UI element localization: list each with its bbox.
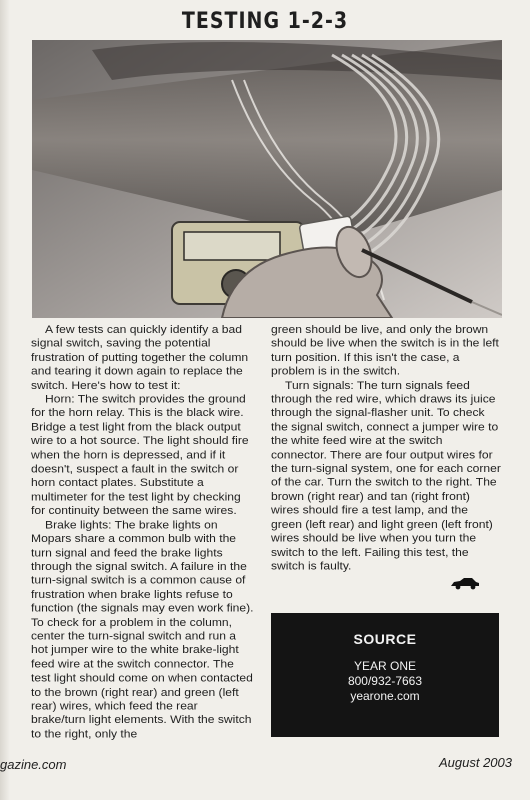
source-phone: 800/932-7663 xyxy=(347,674,423,688)
footer-date: August 2003 xyxy=(438,755,512,770)
source-box xyxy=(271,613,499,737)
article-paragraph: Horn: The switch provides the ground for the horn relay. This is the black wire. Bridge a test light from the black output wire to a hot source. The light should fire when the horn is depressed, and if it doesn't, suspect a fault in the switch or horn contact plates. Substitute a multimeter for the test light by checking for continuity between the same wires. xyxy=(31,392,249,517)
source-company: YEAR ONE xyxy=(353,659,416,673)
page-title: TESTING 1-2-3 xyxy=(181,8,349,34)
source-website: yearone.com xyxy=(350,689,420,703)
article-paragraph: green should be live, and only the brown should be live when the switch is in the left turn position. If this isn't the case, a problem is in the switch. xyxy=(271,323,499,378)
source-title: SOURCE xyxy=(353,631,417,647)
article-photo xyxy=(32,40,502,318)
article-paragraph: Brake lights: The brake lights on Mopars share a common bulb with the turn signal and feed the brake lights through the signal switch. A failure in the turn-signal switch is a common cause of frustration when brake lights refuse to function (the signals may even work fine). To check for a problem in the column, center the turn-signal switch and run a hot jumper wire to the white brake-light feed wire at the switch connector. The test light should come on when contacted to the brown (right rear) and green (left rear) wires, which feed the rear brake/turn light elements. With the switch to the right, only the xyxy=(31,518,254,740)
article-paragraph: Turn signals: The turn signals feed through the red wire, which draws its juice through the signal-flasher unit. To check the signal switch, connect a jumper wire to the white feed wire at the switch connector. There are four output wires for the turn-signal system, one for each corner of the car. Turn the switch to the right. The brown (right rear) and tan (right front) wires should fire a test lamp, and the green (left rear) and light green (left front) wires should be live when you turn the switch to the left. Failing this test, the switch is faulty. xyxy=(271,378,501,573)
article-paragraph: A few tests can quickly identify a bad signal switch, saving the potential frustration of putting together the column and tearing it down again to replace the switch. Here's how to test it: xyxy=(31,323,249,392)
car-icon xyxy=(450,576,480,595)
article-left-column xyxy=(31,323,255,741)
footer-url: gazine.com xyxy=(0,757,67,772)
article-right-column xyxy=(271,323,501,573)
page-edge-shadow xyxy=(0,0,10,800)
